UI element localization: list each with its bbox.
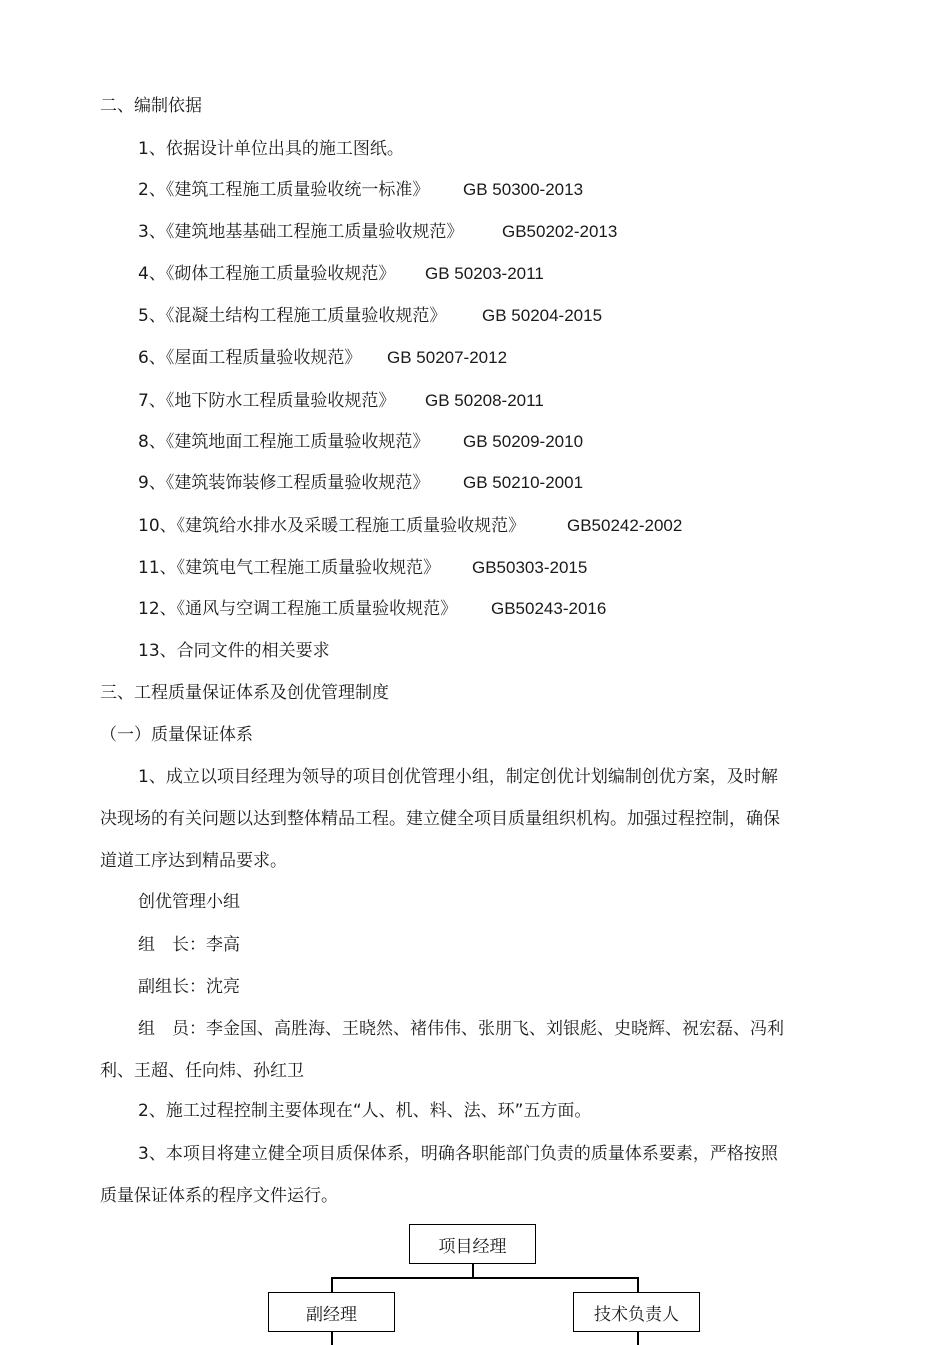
group-members-cont: 利、王超、任向炜、孙红卫 — [100, 1061, 304, 1081]
list-item — [138, 472, 429, 494]
connector-line — [331, 1332, 333, 1345]
list-item — [138, 640, 330, 662]
item-text: 7、《地下防水工程质量验收规范》 — [138, 391, 396, 411]
list-item — [138, 138, 404, 160]
paragraph-line: 3、本项目将建立健全项目质保体系，明确各职能部门负责的质量体系要素，严格按照 — [138, 1144, 778, 1164]
standard-code: GB50242-2002 — [567, 516, 683, 535]
group-title: 创优管理小组 — [138, 892, 240, 912]
org-box-label: 项目经理 — [438, 1236, 507, 1257]
list-item — [138, 179, 429, 201]
connector-line — [472, 1264, 474, 1277]
standard-code: GB 50300-2013 — [463, 180, 584, 199]
standard-code: GB 50203-2011 — [425, 264, 544, 283]
subsection-heading: （一）质量保证体系 — [100, 725, 253, 745]
connector-line — [331, 1277, 333, 1292]
org-box-deputy-manager — [268, 1292, 395, 1332]
list-item — [138, 347, 361, 369]
org-box-label: 副经理 — [306, 1304, 357, 1325]
item-text: 8、《建筑地面工程施工质量验收规范》 — [138, 432, 430, 452]
group-leader: 组 长：李高 — [138, 935, 240, 955]
standard-code: GB50202-2013 — [502, 222, 618, 241]
list-item — [138, 431, 429, 453]
connector-line — [637, 1332, 639, 1345]
standard-code: GB 50207-2012 — [387, 348, 508, 367]
connector-line — [637, 1277, 639, 1292]
standard-code: GB 50208-2011 — [425, 391, 544, 410]
item-text: 6、《屋面工程质量验收规范》 — [138, 348, 362, 368]
item-text: 2、《建筑工程施工质量验收统一标准》 — [138, 180, 430, 200]
org-box-label: 技术负责人 — [594, 1304, 679, 1325]
group-members: 组 员：李金国、高胜海、王晓然、褚伟伟、张朋飞、刘银彪、史晓辉、祝宏磊、冯利 — [138, 1019, 784, 1039]
org-box-technical-lead — [573, 1292, 700, 1332]
list-item — [138, 305, 446, 327]
standard-code: GB 50204-2015 — [482, 306, 603, 325]
section-heading-basis: 二、编制依据 — [100, 96, 202, 116]
list-item — [138, 515, 525, 537]
paragraph-line: 2、施工过程控制主要体现在“人、机、料、法、环”五方面。 — [138, 1101, 592, 1121]
standard-code: GB50303-2015 — [472, 558, 588, 577]
item-text: 12、《通风与空调工程施工质量验收规范》 — [138, 599, 458, 619]
item-text: 13、合同文件的相关要求 — [138, 641, 330, 661]
paragraph-line: 质量保证体系的程序文件运行。 — [100, 1186, 338, 1206]
list-item — [138, 390, 395, 412]
paragraph-line: 决现场的有关问题以达到整体精品工程。建立健全项目质量组织机构。加强过程控制，确保 — [100, 809, 780, 829]
list-item — [138, 263, 395, 285]
item-text: 1、依据设计单位出具的施工图纸。 — [138, 139, 404, 159]
item-text: 9、《建筑装饰装修工程质量验收规范》 — [138, 473, 430, 493]
standard-code: GB50243-2016 — [491, 599, 607, 618]
list-item — [138, 221, 463, 243]
org-box-project-manager — [409, 1224, 536, 1264]
connector-line — [331, 1277, 638, 1279]
list-item — [138, 557, 440, 579]
standard-code: GB 50210-2001 — [463, 473, 584, 492]
group-deputy: 副组长：沈亮 — [138, 977, 240, 997]
item-text: 11、《建筑电气工程施工质量验收规范》 — [138, 558, 441, 578]
section-heading-quality-system: 三、工程质量保证体系及创优管理制度 — [100, 683, 389, 703]
list-item — [138, 598, 457, 620]
paragraph-line: 道道工序达到精品要求。 — [100, 851, 287, 871]
item-text: 4、《砌体工程施工质量验收规范》 — [138, 264, 396, 284]
paragraph-line: 1、成立以项目经理为领导的项目创优管理小组，制定创优计划编制创优方案，及时解 — [138, 767, 778, 787]
standard-code: GB 50209-2010 — [463, 432, 584, 451]
item-text: 3、《建筑地基基础工程施工质量验收规范》 — [138, 222, 464, 242]
item-text: 5、《混凝土结构工程施工质量验收规范》 — [138, 306, 447, 326]
item-text: 10、《建筑给水排水及采暖工程施工质量验收规范》 — [138, 516, 526, 536]
